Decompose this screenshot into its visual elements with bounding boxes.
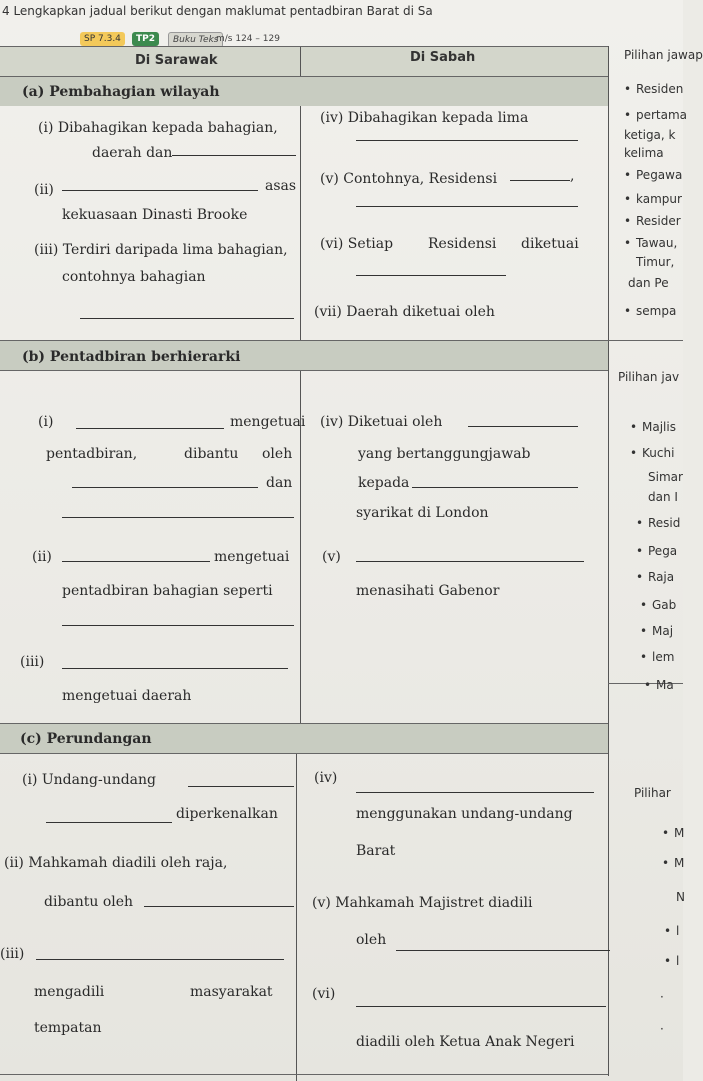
answer-blank[interactable] — [356, 792, 594, 793]
divider — [608, 46, 609, 1076]
text-line: diketuai — [521, 236, 579, 252]
answer-blank[interactable] — [144, 906, 294, 907]
divider — [0, 340, 608, 341]
text-line: (v) Contohnya, Residensi — [320, 171, 498, 187]
divider — [0, 46, 608, 47]
answer-blank[interactable] — [356, 1006, 606, 1007]
text-line: oleh — [262, 446, 293, 462]
page-ref-tag: m/s 124 – 129 — [216, 34, 280, 44]
option-item: • Raja — [648, 570, 674, 584]
text-line: (ii) — [32, 549, 52, 565]
option-item: • l — [676, 954, 679, 968]
text-line: (iii) — [20, 654, 45, 670]
level-tag: TP2 — [132, 32, 159, 46]
text-line: Barat — [356, 843, 396, 859]
column-header-sarawak: Di Sarawak — [135, 53, 218, 68]
option-item: • lem — [652, 650, 674, 664]
question-instruction: 4 Lengkapkan jadual berikut dengan maklumat pentadbiran Barat di Sa — [2, 4, 433, 18]
answer-blank[interactable] — [396, 950, 610, 951]
answer-blank[interactable] — [76, 428, 224, 429]
answer-blank[interactable] — [356, 275, 506, 276]
text-line: tempatan — [34, 1020, 102, 1036]
option-item: • Resider — [636, 214, 681, 228]
text-line: (i) Undang-undang — [22, 772, 157, 788]
option-item: · — [660, 990, 664, 1004]
option-item: • Majlis — [642, 420, 676, 434]
option-item: • sempa — [636, 304, 676, 318]
text-line: menasihati Gabenor — [356, 583, 500, 599]
answer-blank[interactable] — [412, 487, 578, 488]
text-line: contohnya bahagian — [62, 269, 206, 285]
divider — [300, 46, 301, 76]
text-line: diadili oleh Ketua Anak Negeri — [356, 1034, 575, 1050]
answer-blank[interactable] — [510, 180, 570, 181]
answer-blank[interactable] — [188, 786, 294, 787]
text-line: mengadili — [34, 984, 105, 1000]
answer-blank[interactable] — [62, 517, 294, 518]
text-line: (ii) Mahkamah diadili oleh raja, — [4, 855, 228, 871]
text-line: (i) Dibahagikan kepada bahagian, — [38, 120, 278, 136]
options-heading-c: Pilihar — [634, 786, 671, 800]
text-line: dan — [266, 475, 293, 491]
option-item: kelima — [624, 146, 664, 160]
answer-blank[interactable] — [62, 625, 294, 626]
text-line: (iv) Diketuai oleh — [320, 414, 443, 430]
option-item: Simar — [648, 470, 683, 484]
option-item: • Tawau, — [636, 236, 677, 250]
text-line: pentadbiran bahagian seperti — [62, 583, 273, 599]
answer-blank[interactable] — [172, 155, 296, 156]
option-item: • Pega — [648, 544, 677, 558]
text-line: mengetuai — [214, 549, 290, 565]
divider — [0, 753, 608, 754]
option-item: • kampur — [636, 192, 682, 206]
text-line: (vi) — [312, 986, 336, 1002]
section-title-c: (c) Perundangan — [20, 731, 152, 747]
text-line: (iv) Dibahagikan kepada lima — [320, 110, 529, 126]
option-item: • Ma — [656, 678, 674, 692]
option-item: • Residen — [636, 82, 683, 96]
text-line: (iii) Terdiri daripada lima bahagian, — [34, 242, 288, 258]
text-line: Residensi — [428, 236, 497, 252]
answer-blank[interactable] — [62, 668, 288, 669]
textbook-tag: Buku Teks — [168, 32, 223, 48]
option-item: • Pegawa — [636, 168, 682, 182]
header-band — [0, 46, 608, 76]
text-line: masyarakat — [190, 984, 273, 1000]
option-item: • M — [674, 856, 684, 870]
answer-blank[interactable] — [62, 190, 258, 191]
syllabus-tag: SP 7.3.4 — [80, 32, 125, 46]
option-item: N — [676, 890, 685, 904]
option-item: · — [660, 1022, 664, 1036]
text-line: dibantu — [184, 446, 239, 462]
option-item: dan Pe — [628, 276, 669, 290]
text-line: (v) — [322, 549, 341, 565]
column-header-sabah: Di Sabah — [410, 50, 476, 65]
section-title-b: (b) Pentadbiran berhierarki — [22, 349, 241, 365]
text-line: (iv) — [314, 770, 338, 786]
answer-blank[interactable] — [80, 318, 294, 319]
option-item: • Maj — [652, 624, 673, 638]
section-title-a: (a) Pembahagian wilayah — [22, 84, 220, 100]
text-line: (i) — [38, 414, 54, 430]
text-line: (v) Mahkamah Majistret diadili — [312, 895, 533, 911]
divider — [296, 753, 297, 1081]
text-line: pentadbiran, — [46, 446, 138, 462]
option-item: • Kuchi — [642, 446, 674, 460]
text-line: daerah dan — [92, 145, 173, 161]
option-item: dan I — [648, 490, 678, 504]
answer-blank[interactable] — [356, 206, 578, 207]
divider — [0, 370, 608, 371]
text-line: menggunakan undang-undang — [356, 806, 573, 822]
divider — [300, 106, 301, 340]
text-line: dibantu oleh — [44, 894, 134, 910]
option-item: ketiga, k — [624, 128, 676, 142]
divider — [0, 76, 608, 77]
text-line: mengetuai — [230, 414, 306, 430]
answer-blank[interactable] — [72, 487, 258, 488]
text-line: kepada — [358, 475, 410, 491]
text-line: (vi) Setiap — [320, 236, 394, 252]
option-item: • Gab — [652, 598, 676, 612]
text-line: , — [570, 168, 575, 184]
options-heading-a: Pilihan jawap — [624, 48, 703, 62]
option-item: • Resid — [648, 516, 680, 530]
answer-blank[interactable] — [356, 140, 578, 141]
text-line: kekuasaan Dinasti Brooke — [62, 207, 248, 223]
text-line: oleh — [356, 932, 387, 948]
options-heading-b: Pilihan jav — [618, 370, 680, 384]
answer-blank[interactable] — [46, 822, 172, 823]
text-line: diperkenalkan — [176, 806, 278, 822]
divider — [608, 340, 683, 341]
answer-blank[interactable] — [356, 561, 584, 562]
text-line: (iii) — [0, 946, 25, 962]
answer-blank[interactable] — [468, 426, 578, 427]
option-item: Timur, — [636, 255, 675, 269]
text-line: (vii) Daerah diketuai oleh — [314, 304, 495, 320]
text-line: yang bertanggungjawab — [358, 446, 531, 462]
text-line: (ii) — [34, 182, 54, 198]
option-item: • pertama — [636, 108, 687, 122]
divider — [0, 1074, 608, 1075]
text-line: asas — [265, 178, 297, 194]
option-item: • l — [676, 924, 679, 938]
answer-blank[interactable] — [62, 561, 210, 562]
divider — [0, 723, 608, 724]
text-line: mengetuai daerah — [62, 688, 192, 704]
answer-blank[interactable] — [36, 959, 284, 960]
option-item: • M — [674, 826, 684, 840]
text-line: syarikat di London — [356, 505, 489, 521]
